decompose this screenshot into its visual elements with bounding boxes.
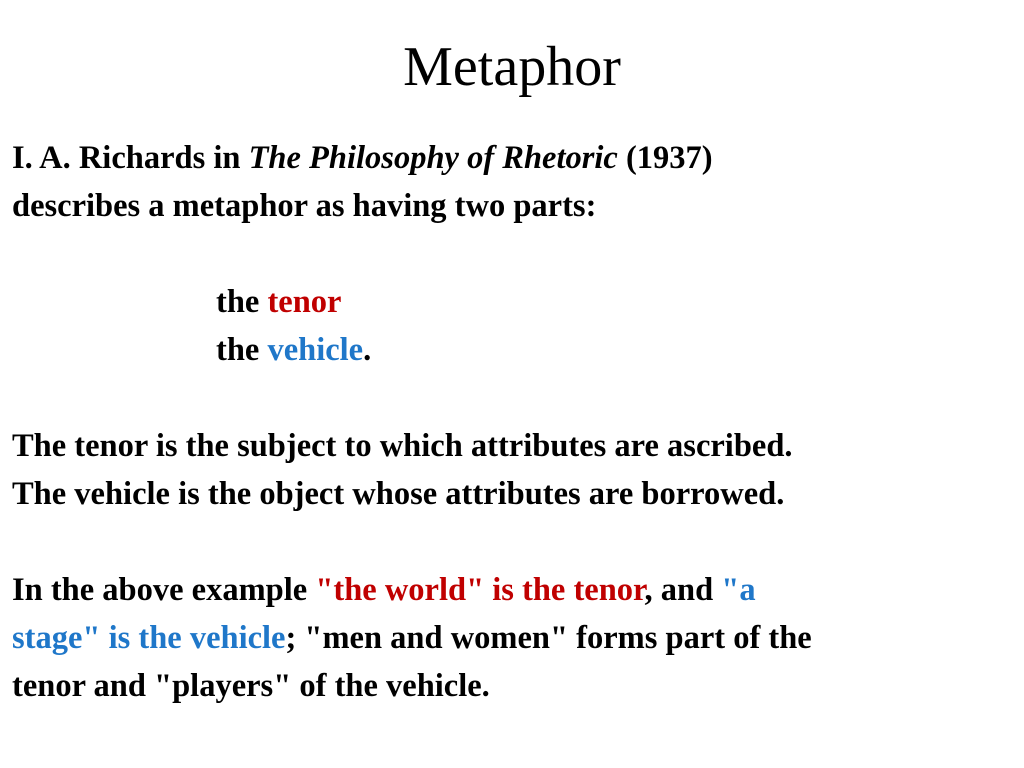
part-tenor: [12, 278, 1017, 326]
example-vehicle-highlight: stage" is the vehicle: [12, 620, 286, 656]
part-tenor-prefix: the: [216, 284, 268, 320]
vehicle-definition: The vehicle is the object whose attributes are borrowed.: [12, 476, 785, 512]
part-vehicle-prefix: the: [216, 332, 268, 368]
intro-line-1: [12, 134, 1017, 182]
book-title: The Philosophy of Rhetoric: [248, 140, 618, 176]
example-line-2: [12, 614, 1017, 662]
part-vehicle: [12, 326, 1017, 374]
intro-line-2: describes a metaphor as having two parts:: [12, 188, 597, 224]
example-line-1: [12, 566, 1017, 614]
example-vehicle-highlight: "a: [721, 572, 756, 608]
example-text: ; "men and women" forms part of the: [285, 620, 812, 656]
slide-title: Metaphor: [403, 36, 621, 98]
spacer: [12, 374, 1017, 422]
spacer: [12, 230, 1017, 278]
spacer: [12, 518, 1017, 566]
example-text: In the above example: [12, 572, 316, 608]
example-line-3: tenor and "players" of the vehicle.: [12, 668, 490, 704]
part-vehicle-term: vehicle: [267, 332, 364, 368]
intro-year: (1937): [617, 140, 713, 176]
tenor-definition: The tenor is the subject to which attributes are ascribed.: [12, 428, 793, 464]
example-text: , and: [644, 572, 722, 608]
slide-body: [12, 134, 1017, 710]
part-vehicle-suffix: .: [363, 332, 372, 368]
part-tenor-term: tenor: [267, 284, 342, 320]
intro-author: I. A. Richards in: [12, 140, 249, 176]
example-tenor-highlight: "the world" is the tenor: [315, 572, 645, 608]
